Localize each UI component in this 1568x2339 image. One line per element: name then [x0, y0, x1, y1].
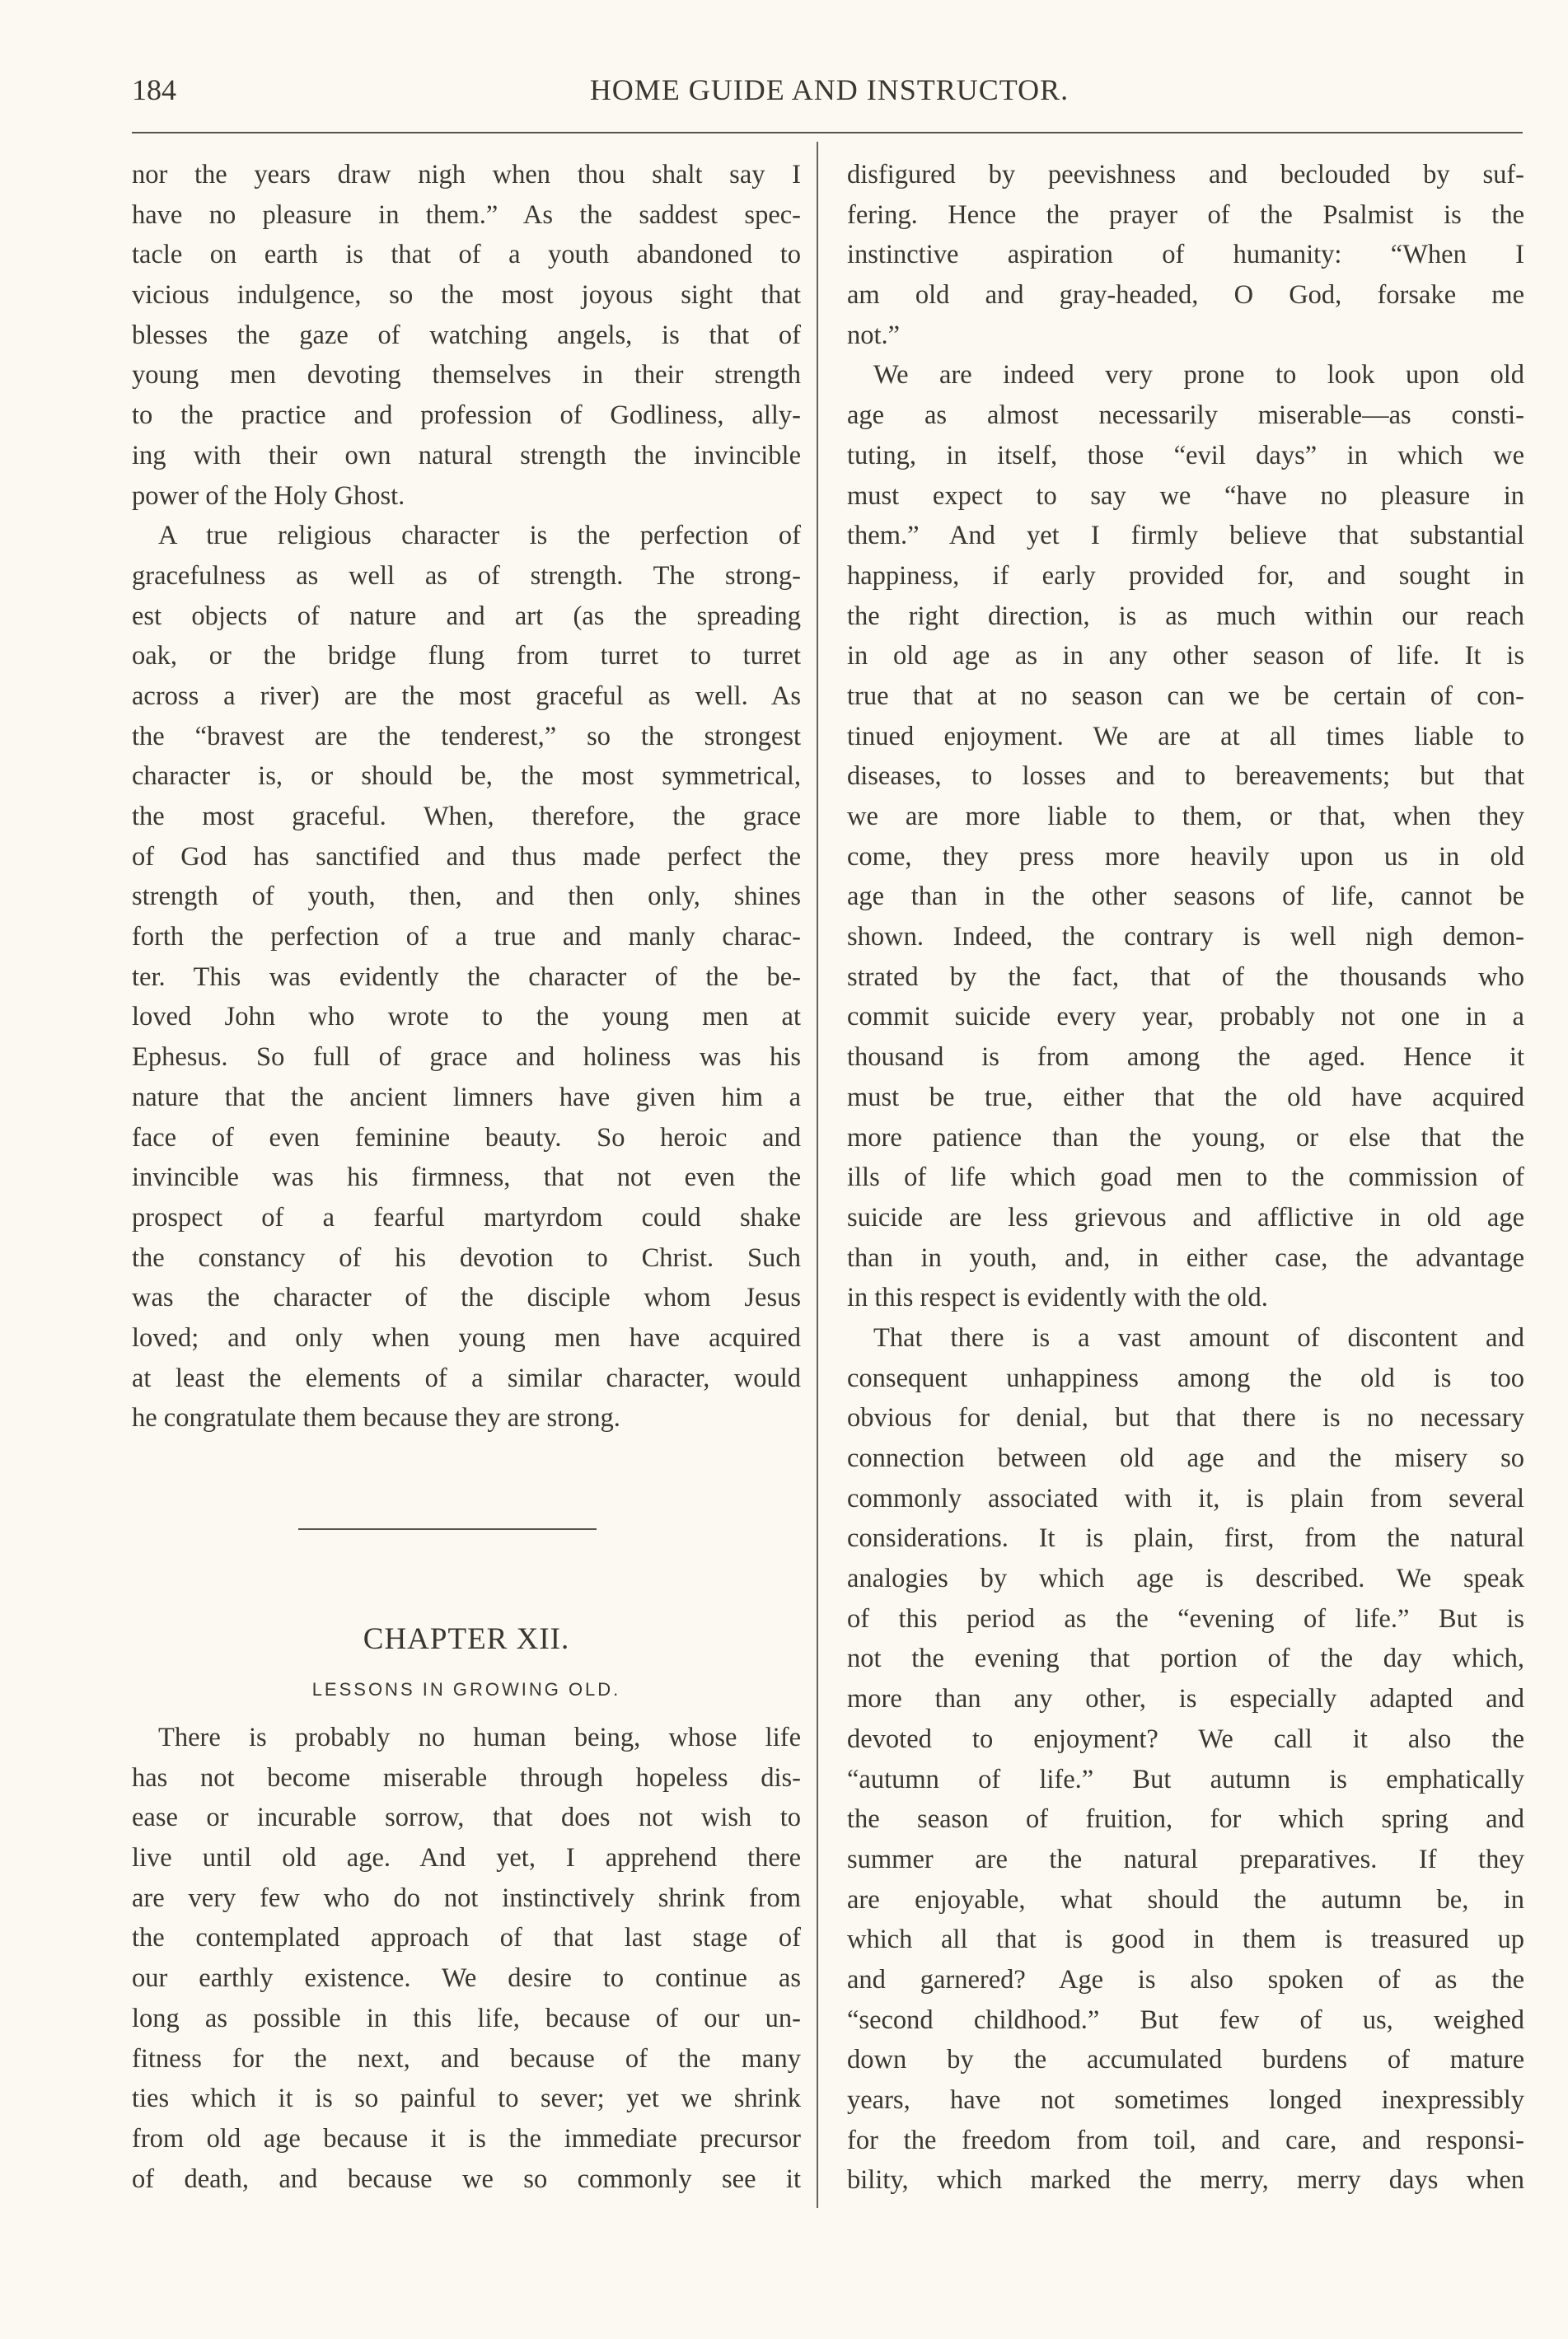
- text-line: tacle on earth is that of a youth abandoned to: [132, 240, 801, 270]
- paragraph: [847, 355, 1524, 1318]
- column-divider: [817, 142, 818, 2208]
- paragraph: [132, 1718, 801, 2199]
- text-line: That there is a vast amount of discontent and: [873, 1322, 1524, 1353]
- text-line: We are indeed very prone to look upon old: [873, 360, 1524, 391]
- text-line: loved John who wrote to the young men at: [132, 1002, 801, 1032]
- text-line: from old age because it is the immediate precursor: [132, 2123, 801, 2154]
- text-line: to the practice and profession of Godliness, ally-: [132, 400, 801, 431]
- text-line: ease or incurable sorrow, that does not wish to: [132, 1803, 801, 1833]
- text-line: long as possible in this life, because of our un-: [132, 2003, 801, 2033]
- text-line: diseases, to losses and to bereavements; but that: [847, 761, 1524, 792]
- text-line: the right direction, is as much within our reach: [847, 601, 1524, 631]
- text-line: invincible was his firmness, that not even the: [132, 1162, 801, 1193]
- header-rule: [132, 132, 1523, 133]
- text-line: are very few who do not instinctively shrink from: [132, 1883, 801, 1913]
- text-line: commit suicide every year, probably not one in a: [847, 1002, 1524, 1032]
- text-line: prospect of a fearful martyrdom could shake: [132, 1202, 801, 1233]
- text-line: oak, or the bridge flung from turret to turret: [132, 641, 801, 671]
- text-line: true that at no season can we be certain of con-: [847, 681, 1524, 711]
- text-line: and garnered? Age is also spoken of as the: [847, 1964, 1524, 1995]
- text-line: considerations. It is plain, first, from the natural: [847, 1523, 1524, 1554]
- text-line: than in youth, and, in either case, the advantage: [847, 1242, 1524, 1273]
- text-line: more patience than the young, or else that the: [847, 1122, 1524, 1153]
- right-column: [847, 155, 1524, 2201]
- left-column-chapter-text: [132, 1718, 801, 2199]
- text-line: loved; and only when young men have acquired: [132, 1322, 801, 1353]
- text-line: strated by the fact, that of the thousands who: [847, 961, 1524, 992]
- text-line: power of the Holy Ghost.: [132, 480, 405, 511]
- paragraph: [847, 155, 1524, 355]
- text-line: he congratulate them because they are strong.: [132, 1403, 620, 1434]
- text-line: fering. Hence the prayer of the Psalmist is the: [847, 199, 1524, 230]
- paragraph: [132, 516, 801, 1438]
- text-line: the “bravest are the tenderest,” so the strongest: [132, 721, 801, 751]
- text-line: young men devoting themselves in their strength: [132, 360, 801, 391]
- text-line: for the freedom from toil, and care, and responsi-: [847, 2125, 1524, 2155]
- text-line: Ephesus. So full of grace and holiness was his: [132, 1042, 801, 1073]
- text-line: was the character of the disciple whom Jesus: [132, 1283, 801, 1313]
- paragraph: [847, 1318, 1524, 2201]
- text-line: disfigured by peevishness and beclouded by suf-: [847, 160, 1524, 189]
- text-line: ills of life which goad men to the commission of: [847, 1162, 1524, 1193]
- text-line: in old age as in any other season of life. It is: [847, 641, 1524, 671]
- text-line: est objects of nature and art (as the spreading: [132, 601, 801, 631]
- text-line: in this respect is evidently with the old.: [847, 1283, 1268, 1313]
- text-line: forth the perfection of a true and manly charac-: [132, 922, 801, 952]
- paragraph: [132, 155, 801, 516]
- text-line: instinctive aspiration of humanity: “When I: [847, 240, 1524, 270]
- text-line: the season of fruition, for which spring and: [847, 1804, 1524, 1835]
- text-line: character is, or should be, the most symmetrical,: [132, 761, 801, 792]
- text-line: of God has sanctified and thus made perfect the: [132, 841, 801, 872]
- text-line: strength of youth, then, and then only, shines: [132, 882, 801, 912]
- text-line: suicide are less grievous and afflictive in old age: [847, 1202, 1524, 1233]
- text-line: are enjoyable, what should the autumn be, in: [847, 1884, 1524, 1915]
- text-line: the constancy of his devotion to Christ. Such: [132, 1242, 801, 1273]
- text-line: have no pleasure in them.” As the saddest spec-: [132, 199, 801, 230]
- chapter-title: CHAPTER XII.: [363, 1622, 570, 1656]
- text-line: ties which it is so painful to sever; yet we shrink: [132, 2084, 801, 2114]
- text-line: live until old age. And yet, I apprehend there: [132, 1843, 801, 1874]
- text-line: come, they press more heavily upon us in old: [847, 841, 1524, 872]
- left-column: [132, 155, 801, 1438]
- text-line: face of even feminine beauty. So heroic and: [132, 1122, 801, 1153]
- text-line: at least the elements of a similar character, would: [132, 1363, 801, 1393]
- text-line: not the evening that portion of the day which,: [847, 1644, 1524, 1674]
- text-line: nature that the ancient limners have given him a: [132, 1082, 801, 1112]
- text-line: must expect to say we “have no pleasure in: [847, 480, 1524, 511]
- text-line: obvious for denial, but that there is no necessary: [847, 1403, 1524, 1434]
- text-line: them.” And yet I firmly believe that substantial: [847, 521, 1524, 551]
- text-line: age than in the other seasons of life, cannot be: [847, 882, 1524, 912]
- text-line: thousand is from among the aged. Hence it: [847, 1042, 1524, 1073]
- text-line: across a river) are the most graceful as well. As: [132, 681, 801, 711]
- text-line: blesses the gaze of watching angels, is that of: [132, 320, 801, 350]
- text-line: “autumn of life.” But autumn is emphatically: [847, 1764, 1524, 1794]
- text-line: down by the accumulated burdens of mature: [847, 2045, 1524, 2075]
- text-line: vicious indulgence, so the most joyous sight that: [132, 280, 801, 311]
- text-line: bility, which marked the merry, merry days when: [847, 2165, 1524, 2196]
- text-line: not.”: [847, 320, 901, 350]
- page-number: 184: [132, 73, 176, 106]
- text-line: which all that is good in them is treasured up: [847, 1925, 1524, 1955]
- text-line: happiness, if early provided for, and sought in: [847, 560, 1524, 591]
- running-title: HOME GUIDE AND INSTRUCTOR.: [589, 73, 1070, 106]
- text-line: analogies by which age is described. We speak: [847, 1564, 1524, 1594]
- text-line: must be true, either that the old have acquired: [847, 1082, 1524, 1112]
- text-line: nor the years draw nigh when thou shalt say I: [132, 160, 801, 189]
- text-line: the most graceful. When, therefore, the grace: [132, 802, 801, 831]
- text-line: ter. This was evidently the character of the be-: [132, 961, 801, 992]
- text-line: gracefulness as well as of strength. The strong-: [132, 560, 801, 591]
- text-line: There is probably no human being, whose life: [158, 1723, 801, 1752]
- text-line: we are more liable to them, or that, when they: [847, 802, 1524, 831]
- text-line: devoted to enjoyment? We call it also the: [847, 1724, 1524, 1754]
- text-line: fitness for the next, and because of the many: [132, 2043, 801, 2074]
- text-line: years, have not sometimes longed inexpressibly: [847, 2085, 1524, 2115]
- text-line: of death, and because we so commonly see it: [132, 2164, 801, 2194]
- text-line: our earthly existence. We desire to continue as: [132, 1963, 801, 1994]
- text-line: am old and gray-headed, O God, forsake me: [847, 280, 1524, 311]
- chapter-subtitle: LESSONS IN GROWING OLD.: [311, 1679, 621, 1700]
- text-line: “second childhood.” But few of us, weighed: [847, 2005, 1524, 2035]
- text-line: more than any other, is especially adapted and: [847, 1684, 1524, 1714]
- text-line: consequent unhappiness among the old is too: [847, 1363, 1524, 1393]
- text-line: tinued enjoyment. We are at all times liable to: [847, 721, 1524, 751]
- text-line: connection between old age and the misery so: [847, 1443, 1524, 1473]
- text-line: of this period as the “evening of life.” But is: [847, 1603, 1524, 1634]
- text-line: the contemplated approach of that last stage of: [132, 1923, 801, 1953]
- text-line: age as almost necessarily miserable—as consti-: [847, 400, 1524, 431]
- text-line: has not become miserable through hopeless dis-: [132, 1762, 801, 1793]
- text-line: A true religious character is the perfection of: [158, 521, 801, 551]
- text-line: tuting, in itself, those “evil days” in which we: [847, 440, 1524, 470]
- text-line: commonly associated with it, is plain from several: [847, 1483, 1524, 1513]
- text-line: shown. Indeed, the contrary is well nigh demon-: [847, 922, 1524, 952]
- text-line: summer are the natural preparatives. If they: [847, 1844, 1524, 1874]
- section-rule: [298, 1528, 597, 1530]
- text-line: ing with their own natural strength the invincible: [132, 440, 801, 470]
